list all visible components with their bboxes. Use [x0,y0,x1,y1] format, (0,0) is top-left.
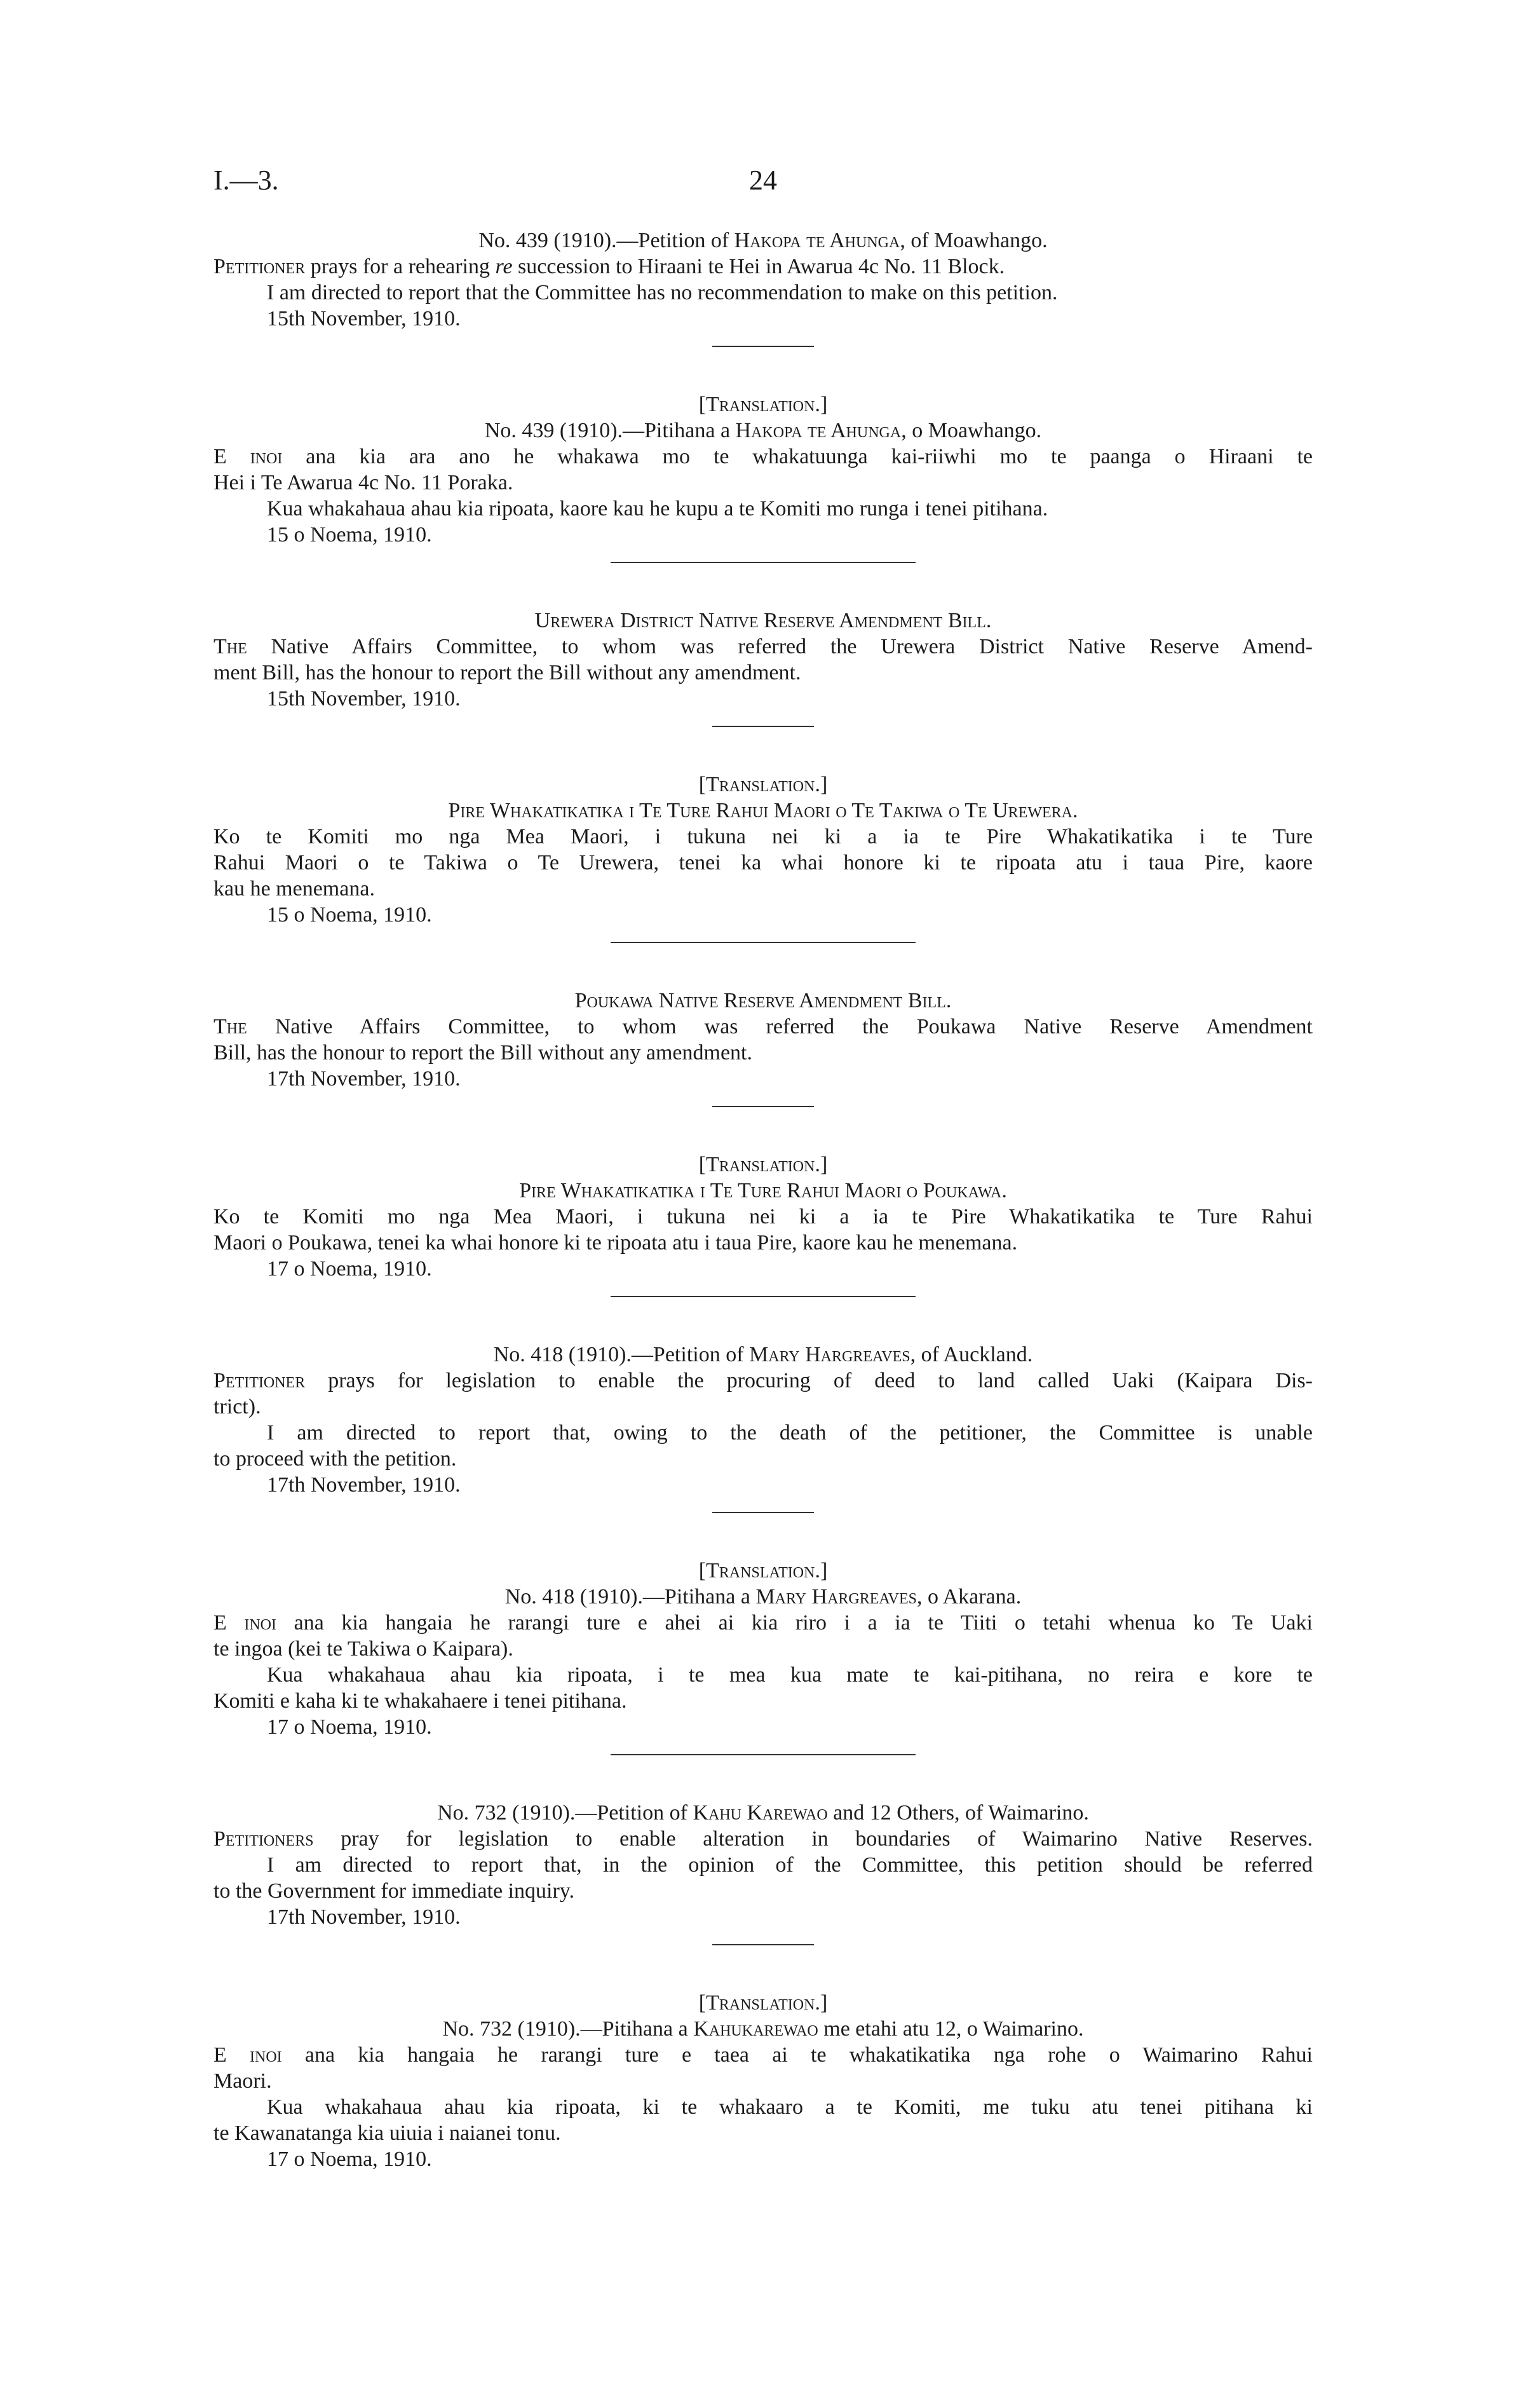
paragraph-continuation: Hei i Te Awarua 4c No. 11 Poraka. [213,471,513,494]
section-title: No. 439 (1910).—Pitihana a Hakopa te Ahunga, o Moawhango. [484,419,1042,442]
section-date: 15th November, 1910. [267,307,461,330]
paragraph: E inoi ana kia hangaia he rarangi ture e ahei ai kia riro i a ia te Tiiti o tetahi whenua ko Te Uaki [213,1611,1313,1635]
translation-label: [Translation.] [698,1991,828,2015]
paragraph-continuation: Maori o Poukawa, tenei ka whai honore ki te ripoata atu i taua Pire, kaore kau he menemana. [213,1231,1018,1255]
section-date: 15 o Noema, 1910. [267,523,432,547]
petition-439 [213,228,1313,347]
separator-rule [611,1296,916,1297]
paragraph: The Native Affairs Committee, to whom was referred the Urewera District Native Reserve Amend- [213,635,1313,658]
section-title: Poukawa Native Reserve Amendment Bill. [574,989,952,1012]
section-date: 17 o Noema, 1910. [267,1257,432,1281]
paragraph-continuation: Maori. [213,2069,272,2093]
paragraph-continuation: kau he menemana. [213,877,375,901]
urewera-bill-translation [213,772,1313,943]
paragraph-continuation: te Kawanatanga kia uiuia i naianei tonu. [213,2121,561,2145]
paragraph: E inoi ana kia ara ano he whakawa mo te whakatuunga kai-riiwhi mo te paanga o Hiraani te [213,445,1313,468]
document-body [213,228,1313,2172]
page-header [213,164,1313,208]
section-title: Pire Whakatikatika i Te Ture Rahui Maori o Te Takiwa o Te Urewera. [448,799,1078,822]
section-title: No. 418 (1910).—Pitihana a Mary Hargreaves, o Akarana. [504,1585,1022,1609]
section-title: Pire Whakatikatika i Te Ture Rahui Maori o Poukawa. [519,1179,1007,1202]
petition-418-translation [213,1558,1313,1755]
section-title: No. 732 (1910).—Petition of Kahu Karewao and 12 Others, of Waimarino. [437,1801,1089,1825]
translation-label: [Translation.] [698,773,828,796]
paragraph: Kua whakahaua ahau kia ripoata, kaore kau he kupu a te Komiti mo runga i tenei pitihana. [267,497,1048,520]
paragraph: Petitioners pray for legislation to enable alteration in boundaries of Waimarino Native Reserves. [213,1827,1313,1851]
section-title: Urewera District Native Reserve Amendment Bill. [534,609,992,632]
paragraph-continuation: ment Bill, has the honour to report the Bill without any amendment. [213,661,801,684]
paragraph: Ko te Komiti mo nga Mea Maori, i tukuna nei ki a ia te Pire Whakatikatika i te Ture [213,825,1313,848]
poukawa-bill-translation [213,1152,1313,1297]
petition-732-translation [213,1990,1313,2172]
urewera-bill [213,608,1313,727]
separator-rule [611,1754,916,1755]
paragraph-continuation: Rahui Maori o te Takiwa o Te Urewera, tenei ka whai honore ki te ripoata atu i taua Pire, kaore [213,851,1313,874]
paragraph: Kua whakahaua ahau kia ripoata, ki te whakaaro a te Komiti, me tuku atu tenei pitihana ki [267,2095,1313,2119]
separator-rule [712,726,814,727]
separator-rule [611,942,916,943]
section-title: No. 732 (1910).—Pitihana a Kahukarewao me etahi atu 12, o Waimarino. [442,2017,1084,2041]
petition-418 [213,1342,1313,1513]
paragraph-continuation: Bill, has the honour to report the Bill without any amendment. [213,1041,752,1065]
paragraph: The Native Affairs Committee, to whom was referred the Poukawa Native Reserve Amendment [213,1015,1313,1038]
section-date: 17th November, 1910. [267,1905,461,1929]
section-date: 15 o Noema, 1910. [267,903,432,927]
series-reference: I.—3. [213,165,279,196]
paragraph-continuation: to proceed with the petition. [213,1447,457,1471]
paragraph: I am directed to report that the Committee has no recommendation to make on this petition. [267,281,1058,304]
paragraph: Kua whakahaua ahau kia ripoata, i te mea kua mate te kai-pitihana, no reira e kore te [267,1663,1313,1687]
page-number: 24 [749,165,777,196]
translation-label: [Translation.] [698,1153,828,1176]
section-date: 17 o Noema, 1910. [267,2147,432,2171]
section-date: 17th November, 1910. [267,1067,461,1091]
paragraph: I am directed to report that, owing to the death of the petitioner, the Committee is unable [267,1421,1313,1445]
separator-rule [611,562,916,563]
section-title: No. 439 (1910).—Petition of Hakopa te Ahunga, of Moawhango. [478,229,1048,252]
separator-rule [712,1106,814,1107]
separator-rule [712,1944,814,1945]
paragraph: Petitioner prays for legislation to enable the procuring of deed to land called Uaki (Kaipara Dis- [213,1369,1313,1392]
separator-rule [712,346,814,347]
petition-732 [213,1800,1313,1945]
translation-label: [Translation.] [698,1559,828,1582]
paragraph: E inoi ana kia hangaia he rarangi ture e taea ai te whakatikatika nga rohe o Waimarino Rahui [213,2043,1313,2067]
paragraph: Ko te Komiti mo nga Mea Maori, i tukuna nei ki a ia te Pire Whakatikatika te Ture Rahui [213,1205,1313,1228]
paragraph-continuation: te ingoa (kei te Takiwa o Kaipara). [213,1637,513,1661]
separator-rule [712,1512,814,1513]
petition-439-translation [213,391,1313,563]
section-title: No. 418 (1910).—Petition of Mary Hargreaves, of Auckland. [493,1343,1033,1366]
paragraph-continuation: trict). [213,1395,261,1418]
paragraph-continuation: to the Government for immediate inquiry. [213,1879,575,1903]
poukawa-bill [213,988,1313,1107]
translation-label: [Translation.] [698,393,828,416]
section-date: 15th November, 1910. [267,687,461,711]
paragraph-continuation: Komiti e kaha ki te whakahaere i tenei pitihana. [213,1689,627,1713]
paragraph: I am directed to report that, in the opinion of the Committee, this petition should be referred [267,1853,1313,1877]
section-date: 17th November, 1910. [267,1473,461,1497]
section-date: 17 o Noema, 1910. [267,1715,432,1739]
paragraph: Petitioner prays for a rehearing re succession to Hiraani te Hei in Awarua 4c No. 11 Block. [213,255,1005,278]
